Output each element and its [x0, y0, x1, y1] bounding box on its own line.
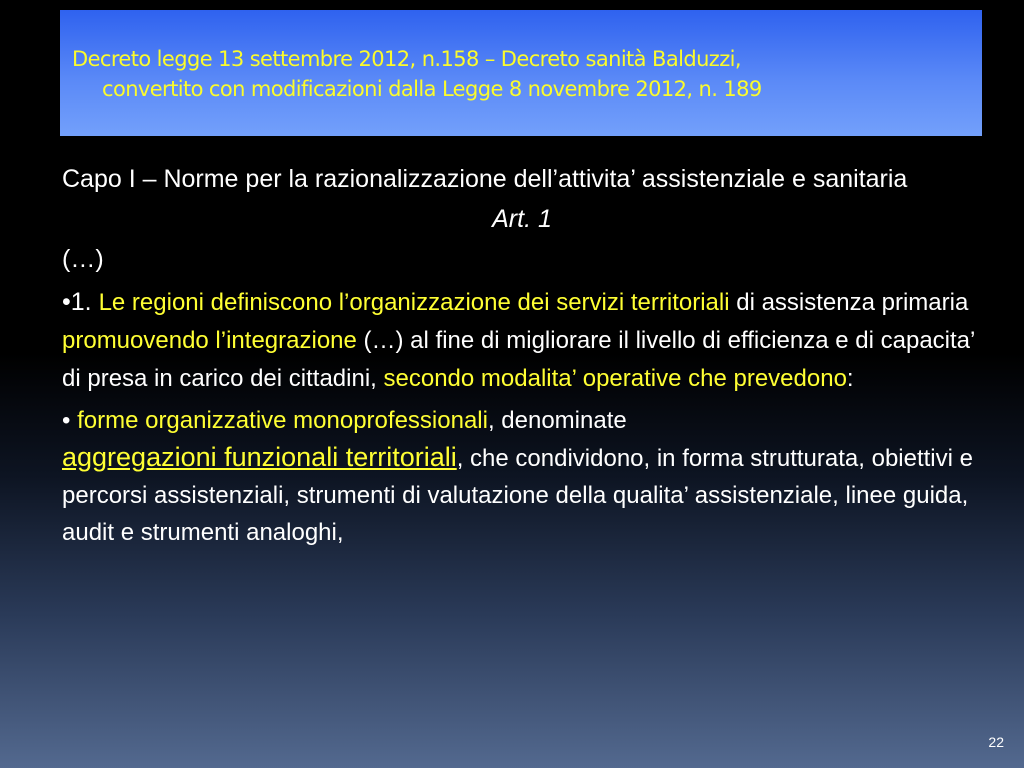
paragraph-2-text-1: , denominate [487, 407, 627, 434]
slide-title-line-2: convertito con modificazioni dalla Legge 8 novembre 2012, n. 189 [102, 77, 762, 101]
paragraph-2-highlight-2: aggregazioni funzionali territoriali [62, 442, 457, 472]
paragraph-2-text-2: , che condividono, in forma strutturata, obiettivi e percorsi assistenziali, strumenti di valutazione della qualita’ assistenziale, linee guida, audit e strumenti analoghi, [62, 445, 973, 546]
article-label: Art. 1 [492, 205, 552, 233]
slide-title-line-1: Decreto legge 13 settembre 2012, n.158 – Decreto sanità Balduzzi, [72, 47, 741, 71]
paragraph-1-highlight-2: promuovendo l’integrazione [62, 327, 357, 354]
paragraph-1-text-3: : [846, 365, 854, 392]
paragraph-1 [62, 283, 982, 398]
paragraph-1-text-2: (…) al fine di migliorare il livello di efficienza e di capacita’ di presa in carico dei cittadini, [62, 327, 975, 392]
paragraph-2 [62, 402, 982, 551]
slide-body [62, 160, 982, 551]
ellipsis-text: (…) [62, 245, 104, 273]
paragraph-1-text-1: di assistenza primaria [729, 289, 969, 316]
paragraph-1-highlight-1: Le regioni definiscono l’organizzazione dei servizi territoriali [98, 289, 730, 316]
paragraph-1-number: •1. [62, 288, 99, 316]
paragraph-1-highlight-3: secondo modalita’ operative che prevedono [383, 365, 847, 392]
slide-title-box [60, 10, 982, 136]
capo-heading: Capo I – Norme per la razionalizzazione dell’attivita’ assistenziale e sanitaria [62, 165, 908, 193]
paragraph-2-bullet: • [62, 407, 78, 434]
page-number: 22 [988, 734, 1004, 750]
paragraph-2-highlight-1: forme organizzative monoprofessionali [77, 407, 488, 434]
